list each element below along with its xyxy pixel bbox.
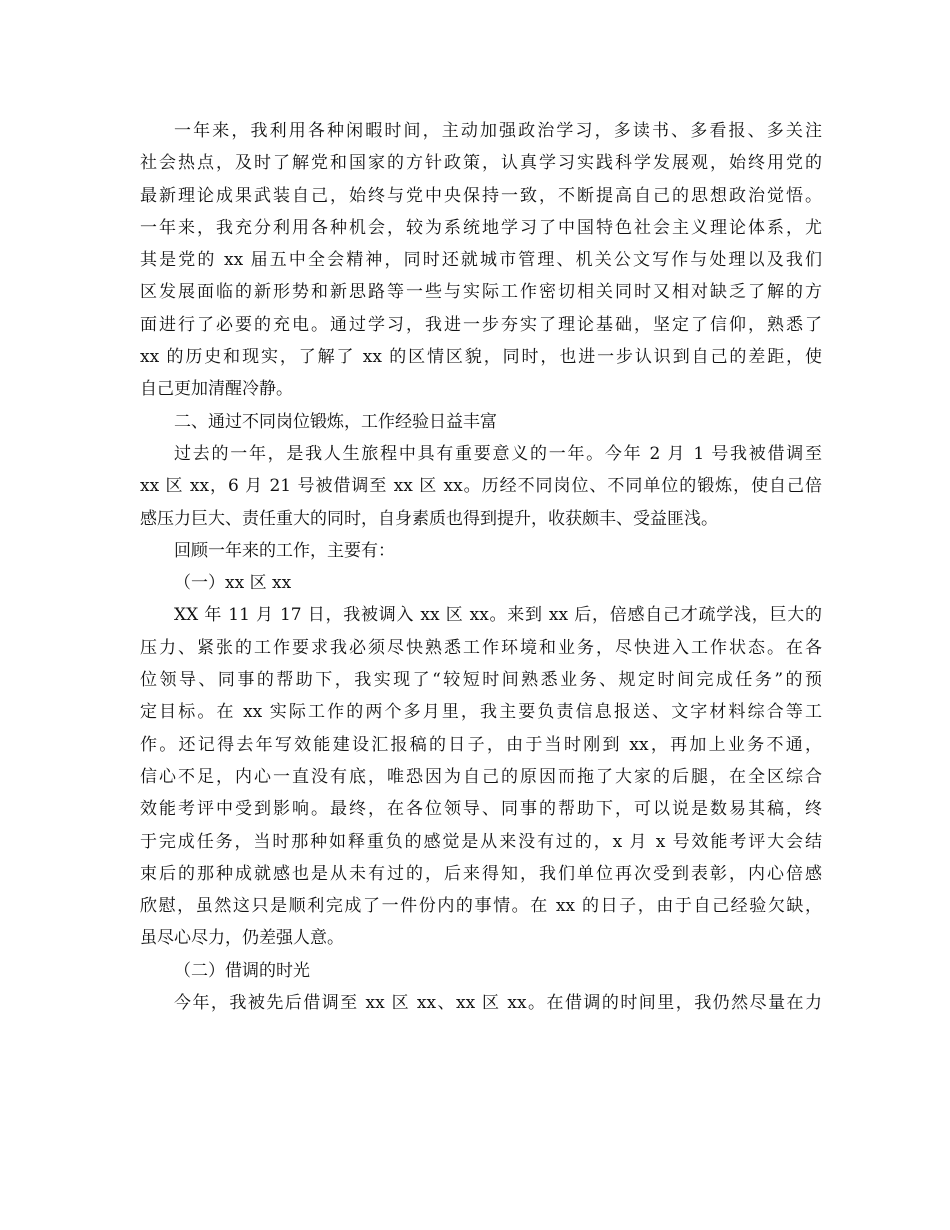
text-line: 于完成任务，当时那种如释重负的感觉是从来没有过的，x 月 x 号效能考评大会结 [140,831,822,852]
text-line: 区发展面临的新形势和新思路等一些与实际工作密切相关同时又相对缺乏了解的方 [140,282,822,303]
text-line: 今年，我被先后借调至 xx 区 xx、xx 区 xx。在借调的时间里，我仍然尽量在力 [174,993,822,1014]
paragraph-past-year [140,438,822,535]
section-heading-2: 二、通过不同岗位锻炼，工作经验日益丰富 [174,411,497,432]
text-line: 过去的一年，是我人生旅程中具有重要意义的一年。今年 2 月 1 号我被借调至 [174,443,822,464]
subheading-2: （二）借调的时光 [174,960,310,981]
text-line: 效能考评中受到影响。最终，在各位领导、同事的帮助下，可以说是数易其稿，终 [140,799,822,820]
paragraph-secondment [140,987,822,1019]
text-line: 社会热点，及时了解党和国家的方针政策，认真学习实践科学发展观，始终用党的 [140,153,822,174]
text-line: 虽尽心尽力，仍差强人意。 [140,928,344,949]
text-line: 作。还记得去年写效能建设汇报稿的日子，由于当时刚到 xx，再加上业务不通， [140,734,822,755]
text-line: xx 的历史和现实，了解了 xx 的区情区貌，同时，也进一步认识到自己的差距，使 [140,347,822,368]
text-line: 定目标。在 xx 实际工作的两个多月里，我主要负责信息报送、文字材料综合等工 [140,702,822,723]
paragraph-political-study [140,115,822,406]
text-line: 最新理论成果武装自己，始终与党中央保持一致，不断提高自己的思想政治觉悟。 [140,185,822,206]
text-line: 自己更加清醒冷静。 [140,379,293,400]
subheading-1: （一）xx 区 xx [174,573,292,594]
text-line: XX 年 11 月 17 日，我被调入 xx 区 xx。来到 xx 后，倍感自己才疏学浅，巨大的 [174,605,822,626]
text-line: xx 区 xx，6 月 21 号被借调至 xx 区 xx。历经不同岗位、不同单位的锻炼，使自己倍 [140,476,822,497]
review-intro: 回顾一年来的工作，主要有： [174,540,395,561]
text-line: 位领导、同事的帮助下，我实现了“较短时间熟悉业务、规定时间完成任务”的预 [140,670,822,691]
text-line: 一年来，我利用各种闲暇时间，主动加强政治学习，多读书、多看报、多关注 [174,121,822,141]
text-line: 面进行了必要的充电。通过学习，我进一步夯实了理论基础，坚定了信仰，熟悉了 [140,314,822,335]
text-line: 欣慰，虽然这只是顺利完成了一件份内的事情。在 xx 的日子，由于自己经验欠缺， [140,896,822,917]
text-line: 束后的那种成就感也是从未有过的，后来得知，我们单位再次受到表彰，内心倍感 [140,863,822,884]
text-line: 压力、紧张的工作要求我必须尽快熟悉工作环境和业务，尽快进入工作状态。在各 [140,637,822,658]
text-line: 感压力巨大、责任重大的同时，自身素质也得到提升，收获颇丰、受益匪浅。 [140,508,718,529]
paragraph-transfer-in [140,599,822,954]
text-line: 信心不足，内心一直没有底，唯恐因为自己的原因而拖了大家的后腿，在全区综合 [140,766,822,787]
text-line: 一年来，我充分利用各种机会，较为系统地学习了中国特色社会主义理论体系，尤 [140,217,822,238]
text-line: 其是党的 xx 届五中全会精神，同时还就城市管理、机关公文写作与处理以及我们 [140,250,822,271]
document-body [140,115,822,1019]
